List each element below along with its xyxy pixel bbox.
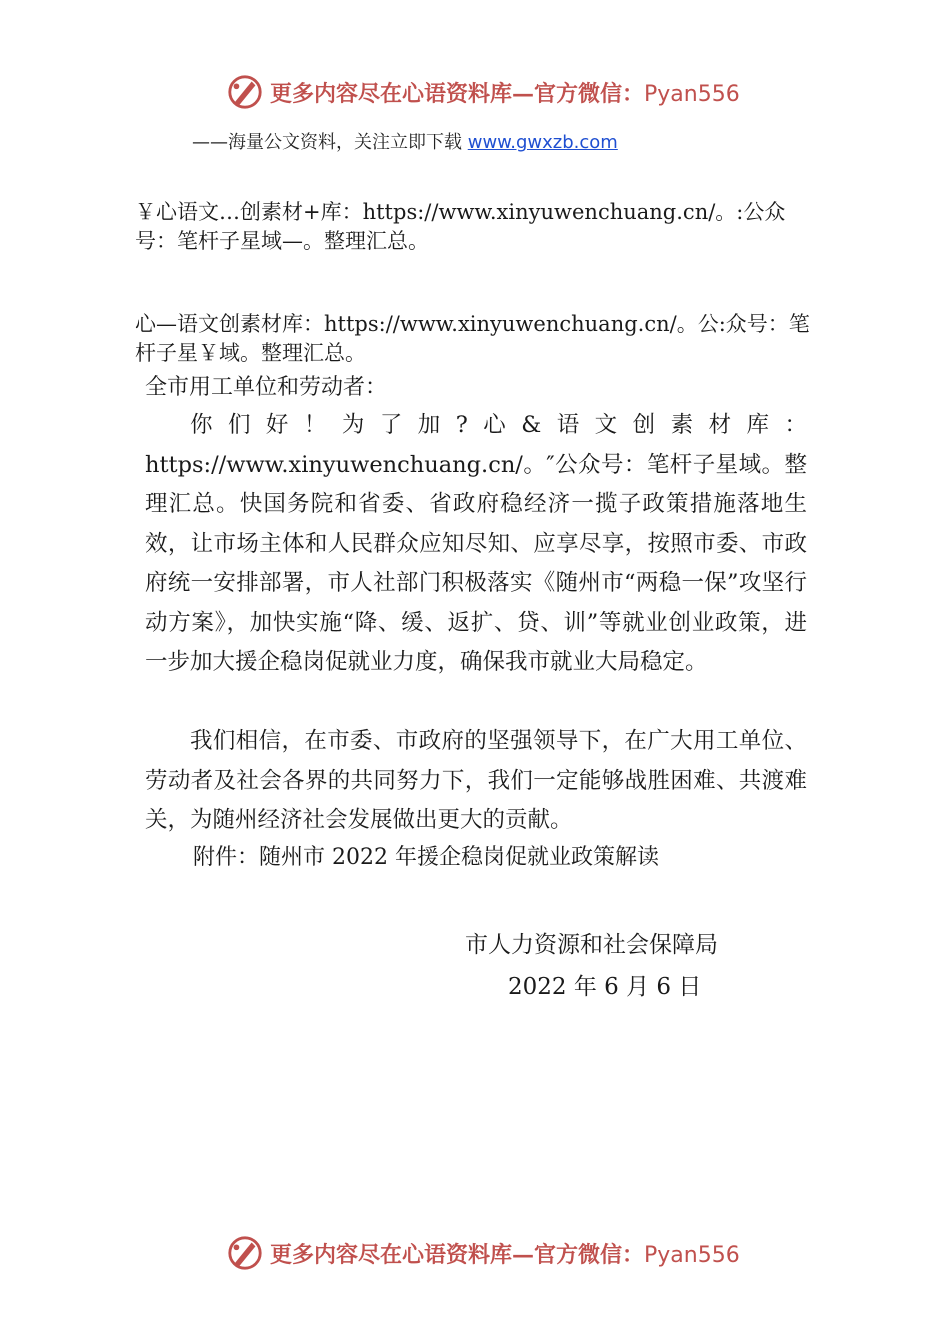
banner-text: 更多内容尽在心语资料库—官方微信：Pyan556 <box>270 80 740 107</box>
header-banner <box>226 72 746 112</box>
banner-text: 更多内容尽在心语资料库—官方微信：Pyan556 <box>270 1241 740 1268</box>
footer-banner <box>226 1233 746 1273</box>
body-paragraph-1: 你们好！为了加?心&语文创素材库：https://www.xinyuwenchuang.cn/。″公众号：笔杆子星域。整理汇总。快国务院和省委、省政府稳经济一揽子政策措施落地生效，让市场主体和人民群众应知尽知、应享尽享，按照市委、市政府统一安排部署，市人社部门积极落实《随州市“两稳一保”攻坚行动方案》，加快实施“降、缓、返扩、贷、训”等就业创业政策，进一步加大援企稳岗促就业力度，确保我市就业大局稳定。 <box>145 412 807 675</box>
source-note-2: 心—语文创素材库：https://www.xinyuwenchuang.cn/。公:众号：笔杆子星￥域。整理汇总。 <box>135 312 810 365</box>
pen-logo-icon <box>226 1234 264 1272</box>
download-subline <box>192 128 618 154</box>
subline-text: ——海量公文资料，关注立即下载 <box>192 132 468 153</box>
body-paragraph-2: 我们相信，在市委、市政府的坚强领导下，在广大用工单位、劳动者及社会各界的共同努力下，我们一定能够战胜困难、共渡难关，为随州经济社会发展做出更大的贡献。 <box>145 728 807 833</box>
salutation: 全市用工单位和劳动者： <box>145 375 388 400</box>
signature-org: 市人力资源和社会保障局 <box>465 932 718 958</box>
pen-logo-icon <box>226 73 264 111</box>
signature-date: 2022 年 6 月 6 日 <box>508 974 702 1000</box>
source-note-1: ￥心语文…创素材+库：https://www.xinyuwenchuang.cn/。:公众号：笔杆子星域—。整理汇总。 <box>135 200 786 253</box>
gwxzb-link[interactable]: www.gwxzb.com <box>467 132 618 153</box>
attachment-line: 附件：随州市 2022 年援企稳岗促就业政策解读 <box>193 845 659 870</box>
